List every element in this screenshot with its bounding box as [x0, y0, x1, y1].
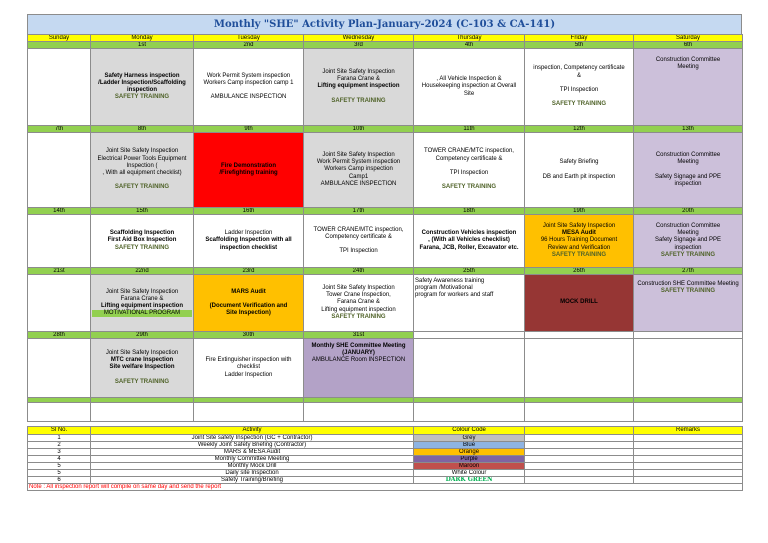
date-row — [28, 332, 743, 339]
activity-cell — [194, 49, 304, 126]
activity-line: Joint Site Safety Inspection — [542, 222, 616, 229]
safety-training-label: SAFETY TRAINING — [114, 378, 170, 385]
activity-cell — [525, 49, 634, 126]
date-cell: 31st — [304, 332, 414, 339]
activity-line: TOWER CRANE/MTC inspection, — [313, 226, 404, 233]
activity-line: Review and Verification — [547, 244, 611, 251]
activity-line: Ladder Inspection — [224, 371, 273, 378]
activity-line: Joint Site Safety Inspection — [105, 148, 179, 155]
legend-activity: Monthly Committee Meeting — [91, 456, 414, 463]
activity-line: Safety Briefing — [559, 159, 599, 166]
activity-cell — [91, 49, 194, 126]
legend-sl: 4 — [28, 456, 91, 463]
activity-line: Construction SHE Committee Meeting — [637, 281, 739, 287]
day-header: Monday — [91, 35, 194, 42]
activity-cell — [304, 275, 414, 332]
activity-line: 96 Hours Training Document — [540, 237, 618, 244]
legend-sl: 5 — [28, 470, 91, 477]
activity-cell — [525, 133, 634, 208]
activity-line: Fire Demonstration — [220, 162, 276, 169]
activity-cell — [91, 339, 194, 398]
activity-line: AMBULANCE Room INSPECTION — [311, 357, 406, 364]
activity-row — [28, 133, 743, 208]
legend-colour: Grey — [414, 435, 525, 442]
legend-row — [28, 463, 743, 470]
activity-line: Workers Camp inspection camp 1 — [203, 79, 294, 86]
date-cell: 14th — [28, 208, 91, 215]
activity-cell — [414, 215, 525, 268]
safety-training-label: SAFETY TRAINING — [114, 184, 170, 191]
date-cell: 11th — [414, 126, 525, 133]
activity-line: Camp1 — [348, 173, 369, 180]
legend-colour: Orange — [414, 449, 525, 456]
date-row — [28, 42, 743, 49]
safety-training-label: SAFETY TRAINING — [441, 184, 497, 191]
safety-training-label: SAFETY TRAINING — [551, 101, 607, 108]
day-header: Saturday — [634, 35, 743, 42]
date-row — [28, 268, 743, 275]
legend-sl: 1 — [28, 435, 91, 442]
calendar-table — [27, 34, 743, 422]
activity-row — [28, 215, 743, 268]
date-cell: 12th — [525, 126, 634, 133]
legend-row — [28, 442, 743, 449]
legend-table — [27, 426, 743, 491]
activity-line: Safety Signage and PPE — [654, 173, 722, 180]
activity-line: inspection — [674, 244, 702, 251]
date-cell: 29th — [91, 332, 194, 339]
activity-line: Meeting — [677, 159, 699, 166]
activity-line: program /Motivational — [415, 285, 473, 292]
legend-sl: 5 — [28, 463, 91, 470]
activity-line: AMBULANCE INSPECTION — [320, 180, 397, 187]
day-header: Friday — [525, 35, 634, 42]
activity-line: Scaffolding Inspection with all — [205, 237, 292, 244]
activity-line: Meeting — [677, 64, 699, 71]
activity-line: Safety Harness inspection — [104, 72, 180, 79]
date-cell — [525, 332, 634, 339]
date-cell: 18th — [414, 208, 525, 215]
activity-line: , All Vehicle Inspection & — [436, 76, 502, 83]
date-cell: 16th — [194, 208, 304, 215]
activity-line: TPI Inspection — [449, 170, 489, 176]
date-cell: 19th — [525, 208, 634, 215]
legend-row — [28, 456, 743, 463]
activity-cell — [525, 275, 634, 332]
activity-line: Construction Committee — [655, 57, 721, 63]
legend-colour: Blue — [414, 442, 525, 449]
activity-line: & — [576, 72, 581, 79]
date-row — [28, 208, 743, 215]
date-cell: 3rd — [304, 42, 414, 49]
activity-line: Farana, JCB, Roller, Excavator etc. — [419, 244, 519, 251]
activity-line: Lifting equipment inspection — [317, 83, 400, 90]
activity-cell — [194, 339, 304, 398]
note-row — [28, 484, 743, 491]
remarks-header: Remarks — [634, 427, 743, 435]
activity-line: inspection — [126, 87, 157, 93]
activity-cell — [28, 49, 91, 126]
legend-colour: DARK GREEN — [414, 477, 525, 484]
activity-cell — [304, 215, 414, 268]
activity-cell — [91, 215, 194, 268]
activity-line: inspection checklist — [219, 244, 278, 251]
activity-line: MTC crane Inspection — [110, 357, 174, 364]
activity-line: , (With all Vehicles checklist) — [428, 237, 510, 244]
legend-header-row — [28, 427, 743, 435]
activity-line: TPI Inspection — [559, 87, 599, 93]
weekday-header-row — [28, 35, 743, 42]
activity-line: Fire Extinguisher inspection with — [205, 357, 292, 364]
activity-line: checklist — [236, 364, 260, 371]
sl-header: Sl No. — [28, 427, 91, 435]
activity-line: DB and Earth pit inspection — [542, 173, 616, 180]
motivational-program-label: MOTIVATIONAL PROGRAM — [92, 310, 192, 317]
date-cell: 17th — [304, 208, 414, 215]
date-cell: 8th — [91, 126, 194, 133]
legend-row — [28, 477, 743, 484]
activity-cell — [414, 49, 525, 126]
activity-line: Work Permit System inspection — [206, 72, 291, 79]
mock-drill-label: MOCK DRILL — [560, 299, 598, 306]
activity-cell — [525, 215, 634, 268]
day-header: Tuesday — [194, 35, 304, 42]
activity-line: /Firefighting training — [219, 170, 278, 176]
legend-sl: 2 — [28, 442, 91, 449]
legend-activity: MARS & MESA Audit — [91, 449, 414, 456]
activity-line: TOWER CRANE/MTC inspection, — [424, 148, 514, 155]
legend-activity: Daily site Inspection — [91, 470, 414, 477]
activity-line: AMBULANCE INSPECTION — [210, 94, 287, 101]
date-cell: 26th — [525, 268, 634, 275]
activity-cell — [194, 133, 304, 208]
day-header: Thursday — [414, 35, 525, 42]
activity-cell — [634, 133, 743, 208]
activity-line: Meeting — [677, 230, 699, 237]
legend-activity: Joint Site safety Inspection (GC + Contractor) — [91, 435, 414, 442]
date-cell — [28, 42, 91, 49]
date-cell: 21st — [28, 268, 91, 275]
activity-cell — [414, 339, 525, 398]
activity-line: (Document Verification and — [209, 303, 288, 309]
date-cell: 20th — [634, 208, 743, 215]
activity-line: Farana Crane & — [337, 76, 380, 83]
date-cell: 23rd — [194, 268, 304, 275]
activity-header: Activity — [91, 427, 414, 435]
legend-activity: Monthly Mock Drill — [91, 463, 414, 470]
activity-line: inspection, Competency certificate — [533, 65, 625, 72]
date-cell: 30th — [194, 332, 304, 339]
day-header: Wednesday — [304, 35, 414, 42]
activity-cell — [634, 275, 743, 332]
activity-cell — [194, 215, 304, 268]
activity-cell — [304, 49, 414, 126]
activity-line: Construction Committee — [655, 222, 721, 229]
activity-line: TPI Inspection — [339, 248, 378, 255]
activity-line: Ladder Inspection — [224, 230, 273, 237]
date-cell: 13th — [634, 126, 743, 133]
activity-line: Joint Site Safety Inspection — [322, 284, 395, 291]
activity-line: Lifting equipment inspection — [101, 303, 183, 309]
activity-line: First Aid Box Inspection — [107, 237, 177, 244]
legend-colour: Purple — [414, 456, 525, 463]
activity-line: Construction Committee — [655, 151, 721, 158]
legend-sl: 3 — [28, 449, 91, 456]
activity-cell — [634, 215, 743, 268]
activity-cell — [634, 49, 743, 126]
activity-line: Electrical Power Tools Equipment — [97, 155, 187, 162]
page-title: Monthly "SHE" Activity Plan-January-2024 (C-103 & CA-141) — [27, 14, 742, 34]
activity-line: Monthly SHE Committee Meeting — [311, 343, 406, 349]
safety-training-label: SAFETY TRAINING — [551, 251, 607, 258]
legend-row — [28, 449, 743, 456]
safety-training-label: SAFETY TRAINING — [331, 97, 386, 104]
date-cell: 22nd — [91, 268, 194, 275]
legend-activity: Safety Training/Briefing — [91, 477, 414, 484]
date-row — [28, 126, 743, 133]
activity-row — [28, 339, 743, 398]
legend-activity: Weekly Joint Safety Briefing (Contractor) — [91, 442, 414, 449]
legend-row — [28, 435, 743, 442]
date-cell: 1st — [91, 42, 194, 49]
safety-training-label: SAFETY TRAINING — [114, 244, 170, 251]
activity-line: MESA Audit — [562, 230, 596, 237]
activity-cell — [28, 215, 91, 268]
activity-row — [28, 275, 743, 332]
activity-cell — [91, 133, 194, 208]
spacer-row — [28, 403, 743, 422]
activity-line: Tower Crane Inspection, — [326, 292, 391, 299]
date-cell: 7th — [28, 126, 91, 133]
legend-colour: Maroon — [414, 463, 525, 470]
activity-line: Competency certificate & — [325, 233, 392, 240]
legend-colour: White Colour — [414, 470, 525, 477]
date-cell: 2nd — [194, 42, 304, 49]
activity-line: , With all equipment checklist) — [102, 170, 182, 176]
date-cell: 10th — [304, 126, 414, 133]
safety-training-label: SAFETY TRAINING — [331, 313, 386, 320]
date-cell: 24th — [304, 268, 414, 275]
activity-cell — [304, 133, 414, 208]
activity-line: Site Inspection) — [226, 310, 271, 317]
date-cell: 15th — [91, 208, 194, 215]
activity-line: Lifting equipment inspection — [321, 306, 396, 313]
activity-cell — [414, 275, 525, 332]
date-cell: 28th — [28, 332, 91, 339]
activity-line: Work Permit System inspection — [316, 159, 401, 166]
date-cell: 6th — [634, 42, 743, 49]
activity-line: Joint Site Safety Inspection — [322, 68, 395, 75]
date-cell: 5th — [525, 42, 634, 49]
activity-cell — [304, 339, 414, 398]
footer-note: Note : All inspection report will compile on same day and send the report — [28, 484, 743, 491]
date-cell: 4th — [414, 42, 525, 49]
activity-line: Site — [463, 90, 475, 97]
date-cell: 25th — [414, 268, 525, 275]
activity-line: Farana Crane & — [120, 295, 164, 302]
activity-line: Housekeeping inspection at Overall — [421, 83, 517, 90]
activity-line: Farana Crane & — [337, 299, 380, 306]
activity-line: (JANUARY) — [342, 350, 375, 357]
safety-training-label: SAFETY TRAINING — [114, 94, 170, 101]
activity-plan-sheet — [27, 14, 742, 491]
day-header: Sunday — [28, 35, 91, 42]
activity-cell — [28, 275, 91, 332]
activity-line: Joint Site Safety Inspection — [322, 151, 395, 158]
activity-line: Safety Awareness training — [415, 278, 485, 284]
activity-line: program for workers and staff — [415, 292, 494, 299]
activity-cell — [28, 133, 91, 208]
activity-line: inspection — [674, 180, 702, 187]
activity-line: Workers Camp inspection — [324, 166, 393, 173]
date-cell — [414, 332, 525, 339]
activity-line: Site welfare Inspection — [109, 364, 175, 371]
legend-row — [28, 470, 743, 477]
activity-line: MARS Audit — [231, 288, 266, 295]
activity-line: Inspection ( — [126, 162, 158, 169]
activity-line: Construction Vehicles inspection — [421, 230, 517, 237]
activity-line: Joint Site Safety Inspection — [105, 288, 179, 295]
activity-cell — [634, 339, 743, 398]
activity-line: Scaffolding Inspection — [109, 230, 175, 237]
colour-header: Colour Code — [414, 427, 525, 435]
activity-line: Competency certificate & — [435, 155, 503, 162]
activity-cell — [91, 275, 194, 332]
safety-training-label: SAFETY TRAINING — [660, 251, 716, 258]
legend-sl: 6 — [28, 477, 91, 484]
date-cell: 9th — [194, 126, 304, 133]
activity-cell — [28, 339, 91, 398]
activity-line: Joint Site Safety Inspection — [105, 349, 179, 356]
activity-cell — [194, 275, 304, 332]
safety-training-label: SAFETY TRAINING — [660, 288, 716, 295]
activity-cell — [414, 133, 525, 208]
activity-line: Safety Signage and PPE — [654, 237, 722, 244]
activity-row — [28, 49, 743, 126]
date-cell: 27th — [634, 268, 743, 275]
activity-cell — [525, 339, 634, 398]
date-cell — [634, 332, 743, 339]
activity-line: /Ladder Inspection/Scaffolding — [98, 79, 186, 86]
